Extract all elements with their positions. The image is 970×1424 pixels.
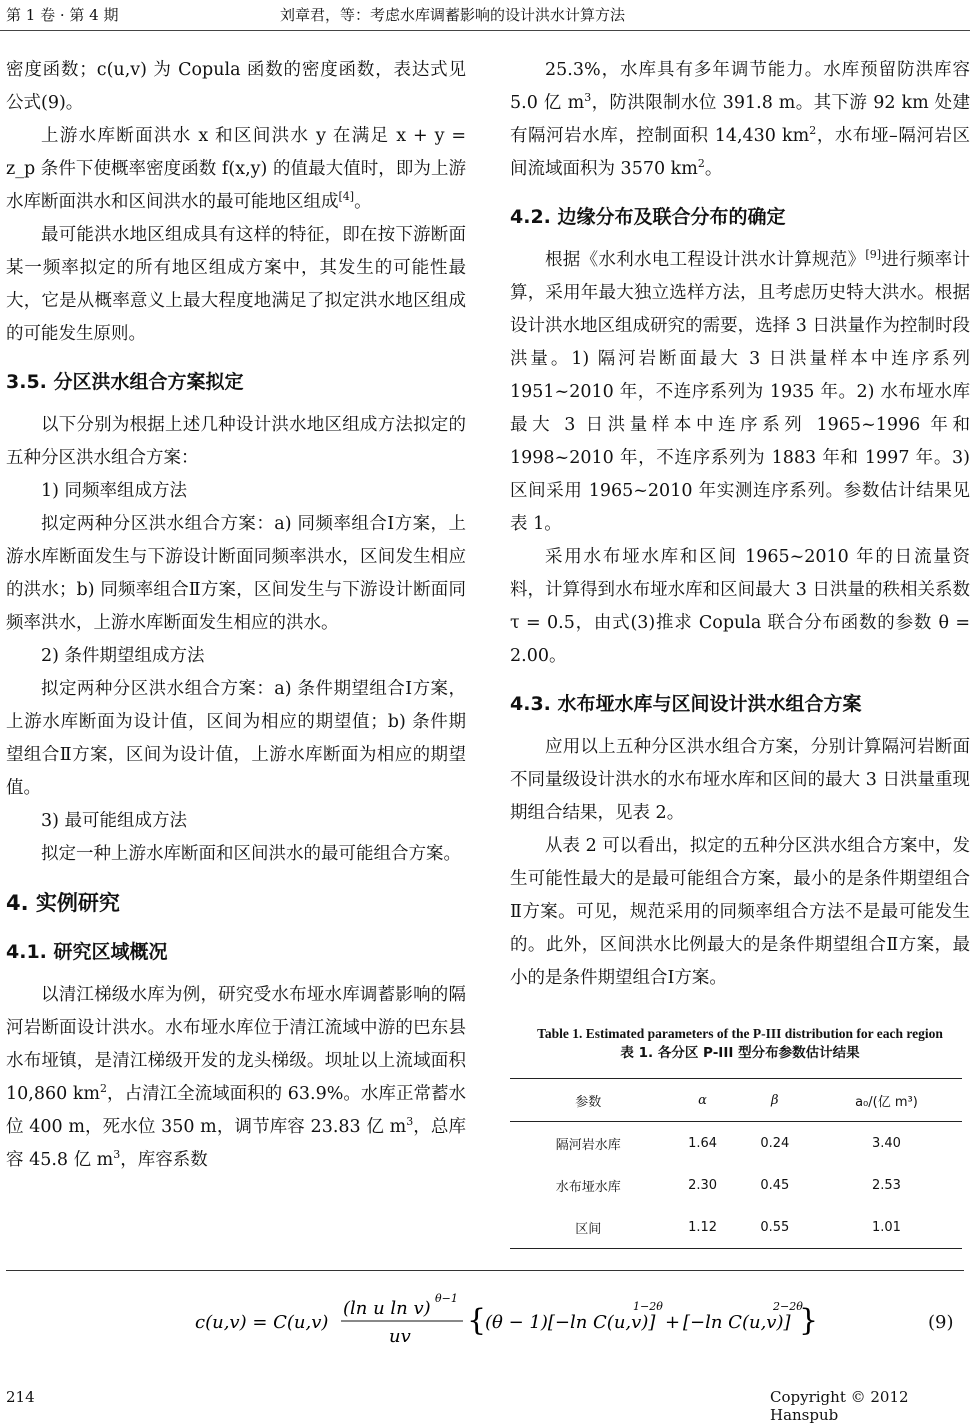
article-running-title: 刘章君，等：考虑水库调蓄影响的设计洪水计算方法 [280, 6, 626, 24]
journal-volume-issue: 第 1 卷 · 第 4 期 [6, 6, 119, 24]
table-row [510, 1122, 962, 1165]
right-column [510, 54, 970, 1249]
paragraph-text: ，防洪限制水位 391.8 m。其下游 92 km 处建有隔河岩水库，控制面积 14,430 km [510, 93, 970, 146]
equation-term-2: [−ln C(u,v)] [683, 1312, 791, 1333]
table-cell: 0.55 [760, 1219, 790, 1235]
table-cell: 水布垭水库 [555, 1179, 621, 1195]
running-header [0, 0, 970, 31]
parameter-table [510, 1078, 962, 1249]
table-header-row [510, 1079, 962, 1122]
list-item-title: 1) 同频率组成方法 [41, 481, 188, 501]
paragraph-text: 。 [354, 192, 372, 212]
list-item-title: 3) 最可能组成方法 [41, 811, 188, 831]
citation-ref[interactable]: [9] [865, 248, 881, 262]
list-item-title: 2) 条件期望组成方法 [41, 646, 205, 666]
table-cell: 隔河岩水库 [555, 1137, 621, 1153]
table-caption-en: Table 1. Estimated parameters of the P-III distribution for each region [537, 1026, 943, 1041]
table-cell: 区间 [575, 1221, 602, 1237]
paragraph-text: ，占清江全流域面积的 63.9%。水库正常蓄水位 400 m，死水位 350 m，调节库容 23.83 亿 m [6, 1084, 466, 1137]
table-header-cell: 参数 [510, 1079, 666, 1122]
table-cell: 1.12 [688, 1219, 718, 1235]
equation-exponent: 2−2θ [773, 1300, 803, 1313]
equation-fraction-numerator: (ln u ln v) [343, 1298, 431, 1319]
paragraph-text: 25.3%，水库具有多年调节能力。水库预留防洪库容 5.0 亿 m [510, 60, 970, 113]
paragraph-text: ，库容系数 [120, 1150, 208, 1170]
paragraph-text: 上游水库断面洪水 x 和区间洪水 y 在满足 x + y = z_p 条件下使概率密度函数 f(x,y) 的值最大值时，即为上游水库断面洪水和区间洪水的最可能地区组成 [6, 126, 466, 212]
paragraph: 拟定一种上游水库断面和区间洪水的最可能组合方案。 [41, 844, 461, 864]
paragraph [510, 244, 970, 541]
page-number: 214 [6, 1388, 35, 1406]
copyright-notice: Copyright © 2012 Hanspub [770, 1388, 909, 1424]
citation-ref[interactable]: [4] [338, 190, 355, 204]
section-heading-4-1: 4.1. 研究区域概况 [6, 941, 168, 963]
table-row [510, 1164, 962, 1206]
table-cell: 2.30 [688, 1177, 718, 1193]
paragraph-text: 以清江梯级水库为例，研究受水布垭水库调蓄影响的隔河岩断面设计洪水。水布垭水库位于清江流域中游的巴东县水布垭镇，是清江梯级开发的龙头梯级。坝址以上流域面积 10,860 km [6, 985, 466, 1104]
paragraph: 密度函数；c(u,v) 为 Copula 函数的密度函数，表达式见公式(9)。 [6, 60, 466, 113]
section-heading-4-2: 4.2. 边缘分布及联合分布的确定 [510, 206, 786, 228]
equation-term-1: (θ − 1)[−ln C(u,v)] [485, 1312, 656, 1333]
paragraph: 25.3%，水库具有多年调节能力。水库预留防洪库容 5.0 亿 $m^3$，防洪限制水位 391.8 m。其下游 92 km 处建有隔河岩水库，控制面积 14,430 $km^2$，水布垭–隔河岩区间流域面积为 3570 $km^2$。 [510, 60, 970, 179]
table-cell: 1.64 [688, 1135, 718, 1151]
table-header-cell: a₀/(亿 m³) [811, 1079, 962, 1122]
paragraph-text: ，水布垭–隔河岩区间流域面积为 3570 km [510, 126, 970, 179]
paragraph: 最可能洪水地区组成具有这样的特征，即在按下游断面某一频率拟定的所有地区组成方案中，其发生的可能性最大，它是从概率意义上最大程度地满足了拟定洪水地区组成的可能发生原则。 [6, 225, 466, 344]
left-column [6, 54, 466, 1177]
table-cell: 0.45 [760, 1177, 790, 1193]
paragraph: 从表 2 可以看出，拟定的五种分区洪水组合方案中，发生可能性最大的是最可能组合方案，最小的是条件期望组合Ⅱ方案。可见，规范采用的同频率组合方法不是最可能发生的。此外，区间洪水比例最大的是条件期望组合Ⅱ方案，最小的是条件期望组合Ⅰ方案。 [510, 836, 970, 988]
table-1-block [510, 1025, 970, 1249]
equation-brace-open: { [467, 1303, 487, 1338]
equation-brace-close: } [799, 1303, 819, 1338]
paragraph-text: ，总库容 45.8 亿 m [6, 1117, 467, 1170]
paragraph: 拟定两种分区洪水组合方案：a) 条件期望组合Ⅰ方案，上游水库断面为设计值，区间为相应的期望值；b) 条件期望组合Ⅱ方案，区间为设计值，上游水库断面为相应的期望值。 [6, 679, 466, 798]
table-cell: 3.40 [871, 1135, 901, 1151]
section-heading-4: 4. 实例研究 [6, 891, 120, 915]
equation-9 [195, 1290, 819, 1350]
paragraph: 以下分别为根据上述几种设计洪水地区组成方法拟定的五种分区洪水组合方案： [6, 415, 466, 468]
equation-exponent: θ−1 [435, 1292, 458, 1305]
table-header-cell: β [739, 1079, 811, 1122]
equation-plus: + [665, 1312, 681, 1333]
paragraph: 采用水布垭水库和区间 1965~2010 年的日流量资料，计算得到水布垭水库和区间最大 3 日洪量的秩相关系数 τ = 0.5，由式(3)推求 Copula 联合分布函数的参数 θ = 2.00。 [510, 547, 970, 666]
table-cell: 0.24 [760, 1135, 790, 1151]
section-heading-4-3: 4.3. 水布垭水库与区间设计洪水组合方案 [510, 693, 862, 715]
table-cell: 2.53 [871, 1177, 901, 1193]
table-header-cell: α [666, 1079, 738, 1122]
equation-number: (9) [928, 1312, 954, 1333]
paragraph-text: 根据《水利水电工程设计洪水计算规范》 [545, 250, 866, 270]
paragraph-text: 。 [704, 159, 723, 179]
table-row [510, 1206, 962, 1249]
equation-lhs: c(u,v) = C(u,v) [195, 1312, 329, 1333]
paragraph: 以清江梯级水库为例，研究受水布垭水库调蓄影响的隔河岩断面设计洪水。水布垭水库位于清江流域中游的巴东县水布垭镇，是清江梯级开发的龙头梯级。坝址以上流域面积 10,860 $km^2$，占清江全流域面积的 63.9%。水库正常蓄水位 400 m，死水位 350 m，调节库容 23.83 亿 $m^3$，总库容 45.8 亿 $m^3$，库容系数 [6, 985, 467, 1170]
equation-divider [6, 1270, 964, 1271]
paragraph [6, 120, 466, 219]
paragraph-text: 进行频率计算，采用年最大独立选样方法，且考虑历史特大洪水。根据设计洪水地区组成研究的需要，选择 3 日洪量作为控制时段洪量。1) 隔河岩断面最大 3 日洪量样本中连序系列 1951~2010 年，不连序系列为 1935 年。2) 水布垭水库最大 3 日洪量样本中连序系列 1965~1996 年和 1998~2010 年，不连序系列为 1883 年和 1997 年。3) 区间采用 1965~2010 年实测连序系列。参数估计结果见表 1。 [510, 250, 970, 534]
table-cell: 1.01 [871, 1219, 901, 1235]
paragraph: 应用以上五种分区洪水组合方案，分别计算隔河岩断面不同量级设计洪水的水布垭水库和区间的最大 3 日洪量重现期组合结果，见表 2。 [510, 737, 970, 823]
paragraph: 拟定两种分区洪水组合方案：a) 同频率组合Ⅰ方案，上游水库断面发生与下游设计断面同频率洪水，区间发生相应的洪水；b) 同频率组合Ⅱ方案，区间发生与下游设计断面同频率洪水，上游水库断面发生相应的洪水。 [6, 514, 466, 633]
section-heading-3-5: 3.5. 分区洪水组合方案拟定 [6, 371, 244, 393]
equation-exponent: 1−2θ [633, 1300, 663, 1313]
equation-fraction-denominator: uv [389, 1326, 411, 1347]
table-caption-zh: 表 1. 各分区 P-III 型分布参数估计结果 [620, 1045, 860, 1061]
